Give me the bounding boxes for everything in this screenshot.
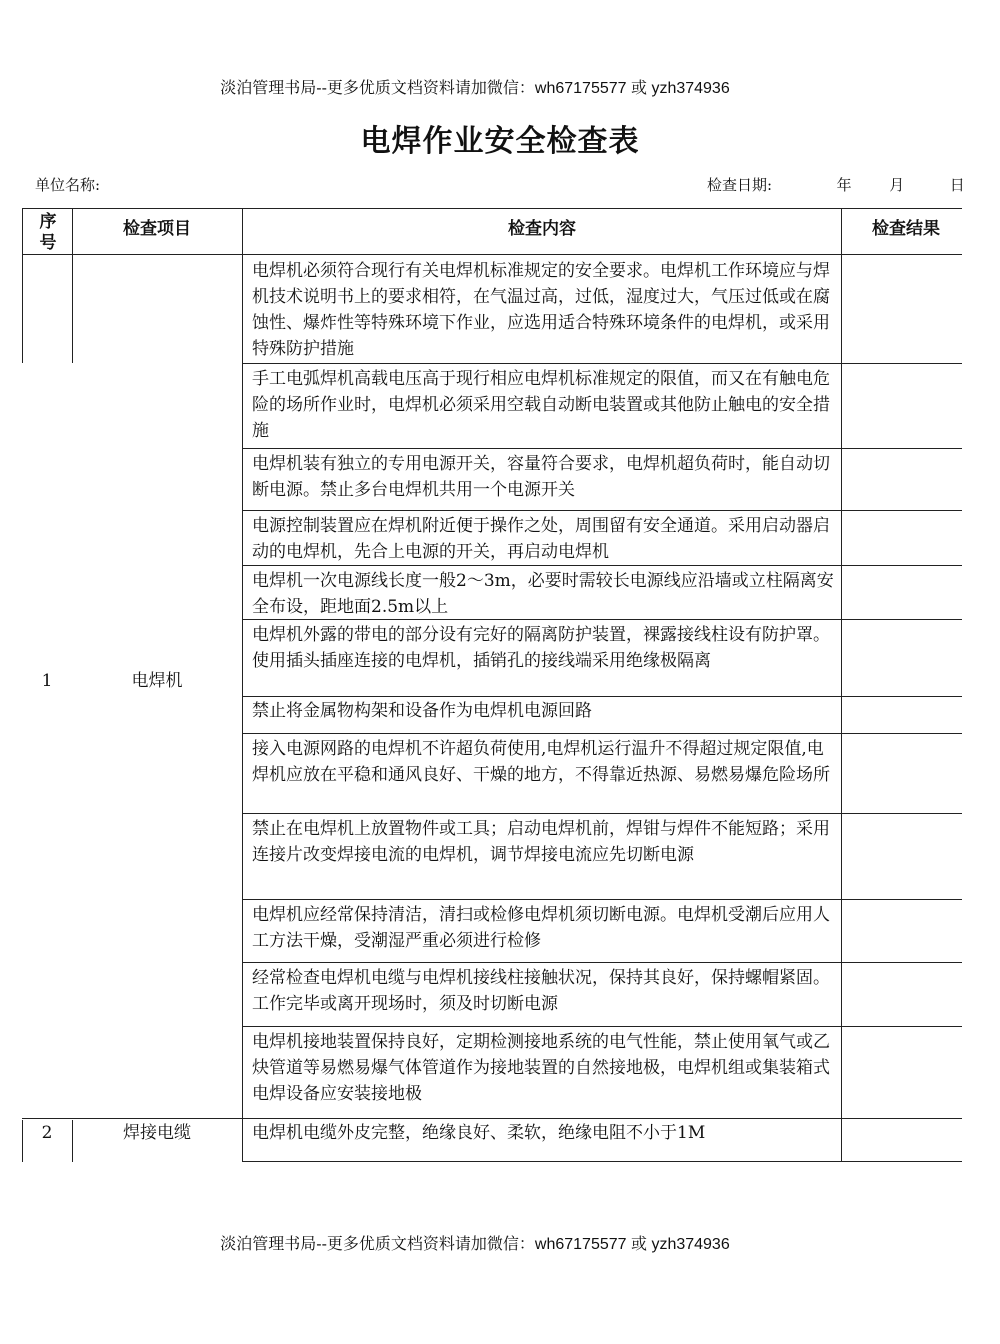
month-label: 月	[889, 176, 905, 194]
table-border	[841, 208, 842, 1162]
content-row: 电焊机电缆外皮完整，绝缘良好、柔软，绝缘电阻不小于1M	[252, 1123, 706, 1143]
row-separator	[242, 962, 962, 963]
content-row: 电焊机应经常保持清洁，清扫或检修电焊机须切断电源。电焊机受潮后应用人工方法干燥，受潮湿严重必须进行检修	[252, 905, 830, 951]
content-row: 经常检查电焊机电缆与电焊机接线柱接触状况，保持其良好，保持螺帽紧固。工作完毕或离开现场时，须及时切断电源	[252, 968, 830, 1014]
content-row: 禁止将金属物构架和设备作为电焊机电源回路	[252, 701, 592, 721]
row-separator	[242, 1161, 962, 1162]
table-border	[22, 208, 23, 363]
row-separator	[242, 448, 962, 449]
footer-note: 淡泊管理书局--更多优质文档资料请加微信：wh67175577 或 yzh374936	[220, 1236, 730, 1253]
unit-name-label: 单位名称:	[35, 176, 101, 194]
group-2-item: 焊接电缆	[123, 1123, 191, 1143]
content-row: 接入电源网路的电焊机不许超负荷使用,电焊机运行温升不得超过规定限值,电焊机应放在平稳和通风良好、干燥的地方，不得靠近热源、易燃易爆危险场所	[252, 739, 830, 785]
row-separator	[242, 899, 962, 900]
table-border	[242, 208, 243, 1162]
header-item: 检查项目	[123, 219, 191, 239]
table-border	[22, 1120, 23, 1162]
row-separator	[242, 813, 962, 814]
content-row: 电焊机接地装置保持良好，定期检测接地系统的电气性能，禁止使用氧气或乙炔管道等易燃易爆气体管道作为接地装置的自然接地极，电焊机组或集装箱式电焊设备应安装接地极	[252, 1032, 830, 1104]
row-separator	[242, 1026, 962, 1027]
table-border	[22, 254, 962, 255]
content-row: 电焊机一次电源线长度一般2～3m，必要时需较长电源线应沿墙或立柱隔离安全布设，距地面2.5m以上	[252, 571, 834, 617]
inspection-date	[707, 174, 965, 195]
header-result: 检查结果	[872, 219, 940, 239]
row-separator	[242, 565, 962, 566]
row-separator	[242, 619, 962, 620]
content-row: 电焊机必须符合现行有关电焊机标准规定的安全要求。电焊机工作环境应与焊机技术说明书上的要求相符，在气温过高，过低，湿度过大，气压过低或在腐蚀性、爆炸性等特殊环境下作业，应选用适合特殊环境条件的电焊机，或采用特殊防护措施	[252, 261, 830, 359]
year-label: 年	[836, 176, 852, 194]
date-label: 检查日期:	[707, 176, 773, 194]
row-separator	[242, 363, 962, 364]
day-label: 日	[949, 176, 965, 194]
header-no	[26, 212, 70, 254]
row-separator	[242, 733, 962, 734]
row-separator	[242, 510, 962, 511]
header-content: 检查内容	[508, 219, 576, 239]
content-row: 电焊机装有独立的专用电源开关，容量符合要求，电焊机超负荷时，能自动切断电源。禁止多台电焊机共用一个电源开关	[252, 454, 830, 500]
content-row: 禁止在电焊机上放置物件或工具；启动电焊机前，焊钳与焊件不能短路；采用连接片改变焊接电流的电焊机，调节焊接电流应先切断电源	[252, 819, 830, 865]
content-row: 电源控制装置应在焊机附近便于操作之处，周围留有安全通道。采用启动器启动的电焊机，先合上电源的开关，再启动电焊机	[252, 516, 830, 562]
group-1-item: 电焊机	[131, 671, 183, 691]
group-1-no: 1	[41, 671, 53, 691]
table-border	[72, 1120, 73, 1162]
table-border	[22, 208, 962, 209]
group-2-no: 2	[41, 1123, 53, 1143]
row-separator	[242, 696, 962, 697]
page-title: 电焊作业安全检查表	[360, 124, 640, 159]
inspection-table	[22, 208, 962, 1163]
table-border	[72, 208, 73, 363]
header-no-text: 序号	[39, 212, 57, 253]
row-separator	[22, 1118, 962, 1119]
content-row: 电焊机外露的带电的部分设有完好的隔离防护装置，裸露接线柱设有防护罩。使用插头插座连接的电焊机，插销孔的接线端采用绝缘极隔离	[252, 625, 830, 671]
content-row: 手工电弧焊机高载电压高于现行相应电焊机标准规定的限值，而又在有触电危险的场所作业时，电焊机必须采用空载自动断电装置或其他防止触电的安全措施	[252, 369, 830, 441]
header-note: 淡泊管理书局--更多优质文档资料请加微信：wh67175577 或 yzh374936	[220, 80, 730, 97]
